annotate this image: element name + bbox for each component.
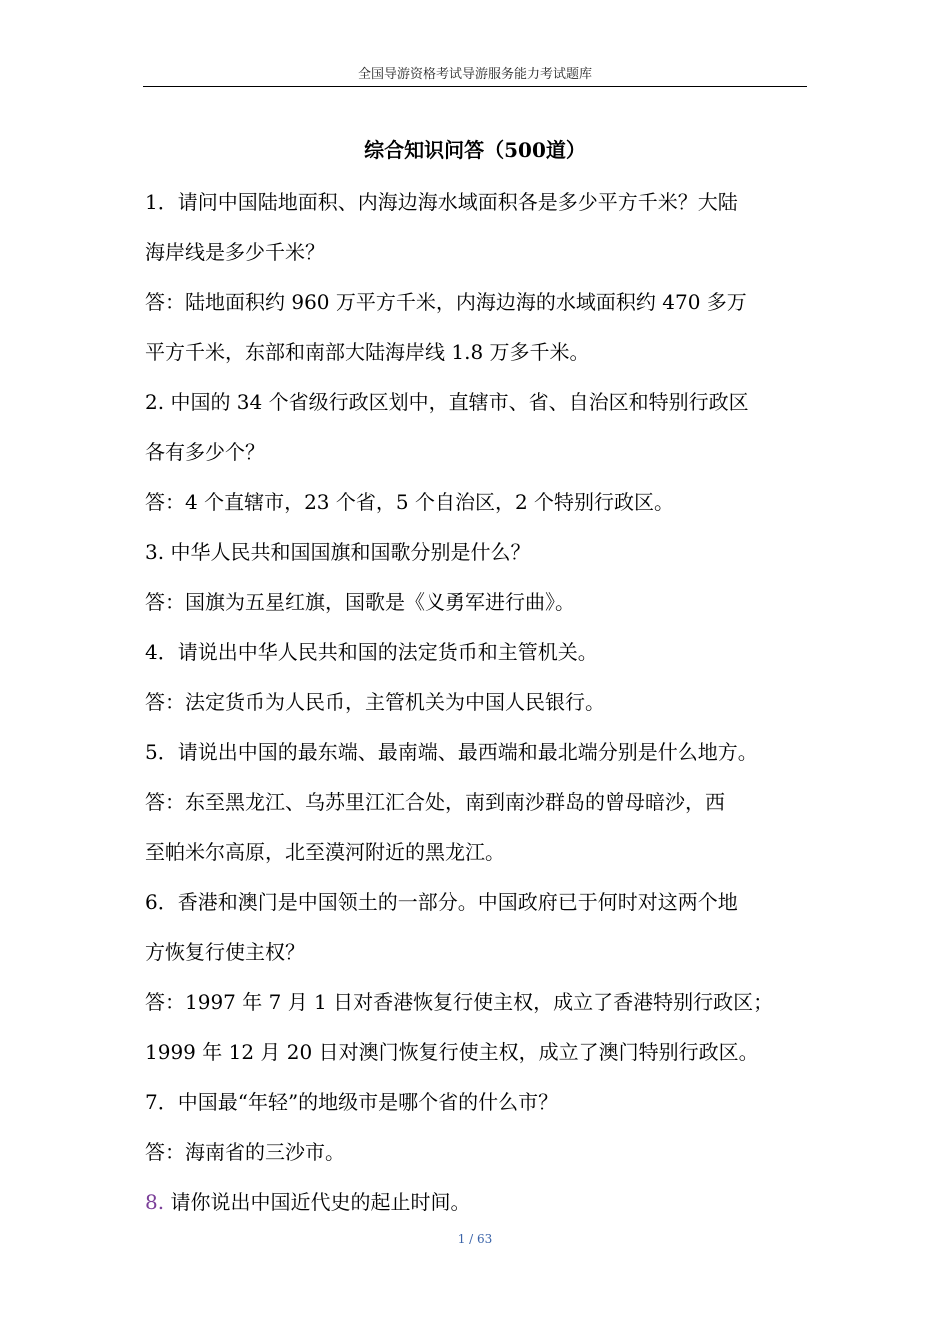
text-line: 方恢复行使主权？ xyxy=(145,940,305,964)
text-line: 答：法定货币为人民币，主管机关为中国人民银行。 xyxy=(145,690,605,714)
text-line: 答：4 个直辖市，23 个省，5 个自治区，2 个特别行政区。 xyxy=(145,490,675,514)
header-rule xyxy=(143,86,807,87)
text-line: 5．请说出中国的最东端、最南端、最西端和最北端分别是什么地方。 xyxy=(145,740,758,764)
text-line: 1．请问中国陆地面积、内海边海水域面积各是多少平方千米？大陆 xyxy=(145,190,738,214)
page-number: 1 / 63 xyxy=(457,1232,493,1246)
text-line: 答：东至黑龙江、乌苏里江汇合处，南到南沙群岛的曾母暗沙，西 xyxy=(145,790,725,814)
document-title: 综合知识问答（500道） xyxy=(364,138,586,162)
text-line: 答：陆地面积约 960 万平方千米，内海边海的水域面积约 470 多万 xyxy=(145,290,747,314)
text-line: 2. 中国的 34 个省级行政区划中，直辖市、省、自治区和特别行政区 xyxy=(145,390,749,414)
question-text: 请你说出中国近代史的起止时间。 xyxy=(164,1190,471,1214)
text-line: 6．香港和澳门是中国领土的一部分。中国政府已于何时对这两个地 xyxy=(145,890,738,914)
text-line: 至帕米尔高原，北至漠河附近的黑龙江。 xyxy=(145,840,505,864)
text-line: 各有多少个？ xyxy=(145,440,265,464)
text-line: 7．中国最“年轻”的地级市是哪个省的什么市？ xyxy=(145,1090,559,1114)
text-line: 答：1997 年 7 月 1 日对香港恢复行使主权，成立了香港特别行政区； xyxy=(145,990,774,1014)
qa-body xyxy=(145,177,817,1227)
text-line: 1999 年 12 月 20 日对澳门恢复行使主权，成立了澳门特别行政区。 xyxy=(145,1040,759,1064)
text-line: 答：海南省的三沙市。 xyxy=(145,1140,345,1164)
text-line: 平方千米，东部和南部大陆海岸线 1.8 万多千米。 xyxy=(145,340,590,364)
question-number: 8. xyxy=(145,1190,165,1214)
text-line-last xyxy=(145,1177,817,1227)
text-line: 4．请说出中华人民共和国的法定货币和主管机关。 xyxy=(145,640,598,664)
text-line: 3. 中华人民共和国国旗和国歌分别是什么？ xyxy=(145,540,531,564)
text-line: 海岸线是多少千米？ xyxy=(145,240,325,264)
running-header: 全国导游资格考试导游服务能力考试题库 xyxy=(357,67,592,82)
qa-paragraph xyxy=(145,177,817,1227)
text-line: 答：国旗为五星红旗，国歌是《义勇军进行曲》。 xyxy=(145,590,575,614)
